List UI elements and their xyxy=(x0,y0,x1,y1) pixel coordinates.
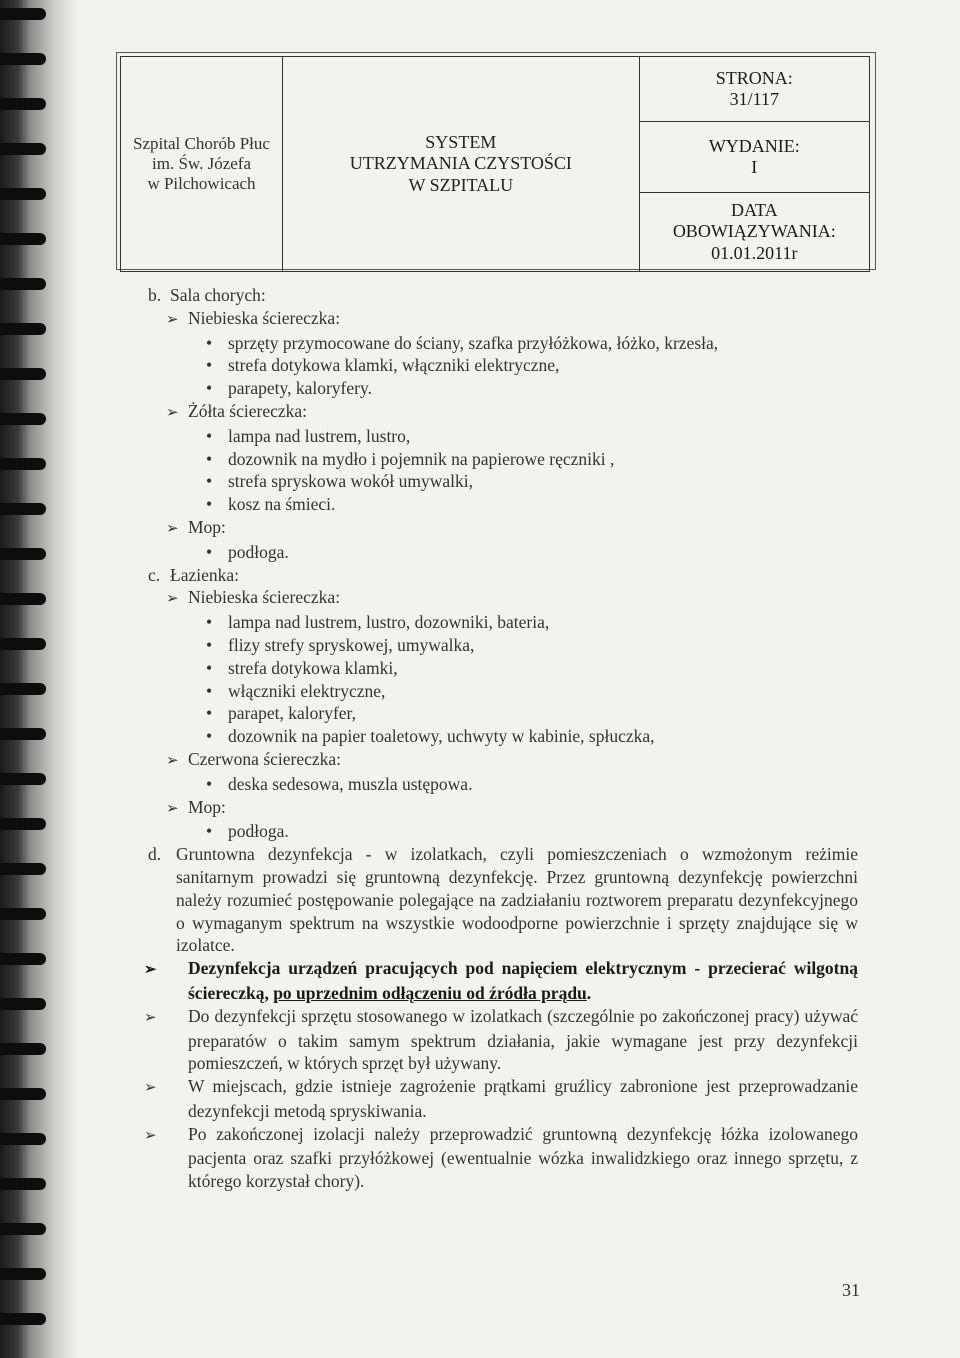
section-b-heading: b. Sala chorych: xyxy=(148,285,266,305)
arrow-bullet-icon: ➢ xyxy=(144,1080,157,1097)
binding-ring xyxy=(0,818,46,830)
list-item: • parapet, kaloryfer, xyxy=(206,703,357,724)
system-line: UTRZYMANIA CZYSTOŚCI xyxy=(349,153,572,174)
section-d-paragraph: d. Gruntowna dezynfekcja - w izolatkach, czyli pomieszczeniach o wzmożonym reżimie sanitarnym prowadzi się gruntowną dezynfekcję. Przez gruntowną dezynfekcję powierzchni należy rozumieć postępowanie polegające na zadziałaniu roztworem preparatu dezynfekcyjnego o wymaganym spektrum na wszystkie wodoodporne powierzchnie i sprzęty znajdujące się w izolatce. xyxy=(148,844,858,956)
date-label: OBOWIĄZYWANIA: xyxy=(672,221,836,242)
arrow-bullet-icon: ➢ xyxy=(144,962,157,979)
organization-cell xyxy=(121,57,283,272)
list-item: • lampa nad lustrem, lustro, dozowniki, bateria, xyxy=(206,612,550,633)
page-value: 31/117 xyxy=(729,89,779,109)
date-cell xyxy=(639,193,869,272)
bullet-icon: • xyxy=(206,471,213,492)
bullet-icon: • xyxy=(206,612,213,633)
list-item: • parapety, kaloryfery. xyxy=(206,378,372,399)
bullet-icon: • xyxy=(206,494,213,515)
arrow-bullet-icon: ➢ xyxy=(144,1009,157,1026)
binding-ring xyxy=(0,773,46,785)
binding-ring xyxy=(0,1313,46,1325)
binding-ring xyxy=(0,1178,46,1190)
electrical-disinfection-point: ➢ Dezynfekcja urządzeń pracujących pod napięciem elektrycznym - przecierać wilgotną ściereczką, po uprzednim odłączeniu od źródła prądu. xyxy=(144,958,858,1003)
binding-ring xyxy=(0,728,46,740)
bullet-icon: • xyxy=(206,657,213,678)
list-item: • podłoga. xyxy=(206,821,289,842)
list-item: • flizy strefy spryskowej, umywalka, xyxy=(206,634,475,655)
edition-cell xyxy=(639,122,869,193)
arrow-bullet-icon: ➢ xyxy=(166,591,179,608)
list-item: • dozownik na papier toaletowy, uchwyty w kabinie, spłuczka, xyxy=(206,726,655,747)
org-line: im. Św. Józefa xyxy=(152,153,251,173)
list-item: • sprzęty przymocowane do ściany, szafka przyłóżkowa, łóżko, krzesła, xyxy=(206,332,719,353)
binding-ring xyxy=(0,503,46,515)
list-item: • strefa spryskowa wokół umywalki, xyxy=(206,471,473,492)
disinfection-point: ➢ W miejscach, gdzie istnieje zagrożenie prątkami gruźlicy zabronione jest przeprowadzanie dezynfekcji metodą spryskiwania. xyxy=(144,1076,858,1121)
list-item: • dozownik na mydło i pojemnik na papierowe ręczniki , xyxy=(206,448,615,469)
binding-ring xyxy=(0,188,46,200)
group-label: ➢ Żółta ściereczka: xyxy=(148,400,858,425)
binding-ring xyxy=(0,593,46,605)
binding-ring xyxy=(0,53,46,65)
arrow-bullet-icon: ➢ xyxy=(144,1127,157,1144)
binding-ring xyxy=(0,458,46,470)
arrow-bullet-icon: ➢ xyxy=(166,520,179,537)
disinfection-point: ➢ Do dezynfekcji sprzętu stosowanego w izolatkach (szczególnie po zakończonej pracy) używać preparatów o takim samym spektrum działania, jakie wymagane jest przy dezynfekcji pomieszczeń, w których sprzęt był używany. xyxy=(144,1005,858,1074)
org-line: w Pilchowicach xyxy=(147,174,256,194)
group-label: ➢ Mop: xyxy=(148,796,858,821)
binding-ring xyxy=(0,638,46,650)
date-value: 01.01.2011r xyxy=(711,242,798,263)
document-page xyxy=(100,0,900,1358)
page-number: 31 xyxy=(842,1280,860,1300)
arrow-bullet-icon: ➢ xyxy=(166,800,179,817)
bullet-icon: • xyxy=(206,680,213,701)
arrow-bullet-icon: ➢ xyxy=(166,404,179,421)
binding-ring xyxy=(0,908,46,920)
binding-ring xyxy=(0,323,46,335)
document-body xyxy=(144,284,858,1193)
binding-ring xyxy=(0,1043,46,1055)
binding-ring xyxy=(0,683,46,695)
group-label: ➢ Mop: xyxy=(148,516,858,541)
binding-ring xyxy=(0,1133,46,1145)
bullet-icon: • xyxy=(206,821,213,842)
group-label: ➢ Niebieska ściereczka: xyxy=(148,307,858,332)
date-label: DATA xyxy=(731,200,778,221)
list-item: • deska sedesowa, muszla ustępowa. xyxy=(206,773,473,794)
binding-ring xyxy=(0,1223,46,1235)
header-table xyxy=(120,56,870,272)
spiral-binding xyxy=(0,0,78,1358)
list-item: • strefa dotykowa klamki, xyxy=(206,657,398,678)
bullet-icon: • xyxy=(206,726,213,747)
binding-ring xyxy=(0,413,46,425)
group-label: ➢ Czerwona ściereczka: xyxy=(148,748,858,773)
bullet-icon: • xyxy=(206,634,213,655)
bullet-icon: • xyxy=(206,448,213,469)
arrow-bullet-icon: ➢ xyxy=(166,752,179,769)
page-label: STRONA: xyxy=(715,67,793,88)
binding-ring xyxy=(0,368,46,380)
underlined-warning: po uprzednim odłączeniu od źródła prądu xyxy=(273,982,587,1003)
bullet-icon: • xyxy=(206,332,213,353)
binding-ring xyxy=(0,1268,46,1280)
page-cell xyxy=(639,57,869,122)
arrow-bullet-icon: ➢ xyxy=(166,311,179,328)
binding-ring xyxy=(0,998,46,1010)
org-line: Szpital Chorób Płuc xyxy=(133,133,270,153)
binding-ring xyxy=(0,1088,46,1100)
group-label: ➢ Niebieska ściereczka: xyxy=(148,586,858,611)
list-item: • włączniki elektryczne, xyxy=(206,680,386,701)
system-line: SYSTEM xyxy=(425,132,497,153)
binding-ring xyxy=(0,8,46,20)
binding-ring xyxy=(0,953,46,965)
section-c-heading: c. Łazienka: xyxy=(148,564,239,585)
edition-label: WYDANIE: xyxy=(708,135,800,156)
system-cell xyxy=(283,57,640,272)
binding-ring xyxy=(0,143,46,155)
binding-ring xyxy=(0,233,46,245)
binding-ring xyxy=(0,98,46,110)
bullet-icon: • xyxy=(206,355,213,376)
bullet-icon: • xyxy=(206,425,213,446)
binding-ring xyxy=(0,278,46,290)
bullet-icon: • xyxy=(206,773,213,794)
bullet-icon: • xyxy=(206,541,213,562)
edition-value: I xyxy=(751,157,758,177)
bullet-icon: • xyxy=(206,378,213,399)
binding-ring xyxy=(0,548,46,560)
list-item: • lampa nad lustrem, lustro, xyxy=(206,425,411,446)
list-item: • strefa dotykowa klamki, włączniki elektryczne, xyxy=(206,355,560,376)
disinfection-point: ➢ Po zakończonej izolacji należy przeprowadzić gruntowną dezynfekcję łóżka izolowanego pacjenta oraz szafki przyłóżkowej (ewentualnie wózka inwalidzkiego oraz innego sprzętu, z którego korzystał chory). xyxy=(144,1123,858,1192)
system-line: W SZPITALU xyxy=(408,174,514,195)
list-item: • podłoga. xyxy=(206,541,289,562)
binding-ring xyxy=(0,863,46,875)
list-item: • kosz na śmieci. xyxy=(206,494,336,515)
bullet-icon: • xyxy=(206,703,213,724)
